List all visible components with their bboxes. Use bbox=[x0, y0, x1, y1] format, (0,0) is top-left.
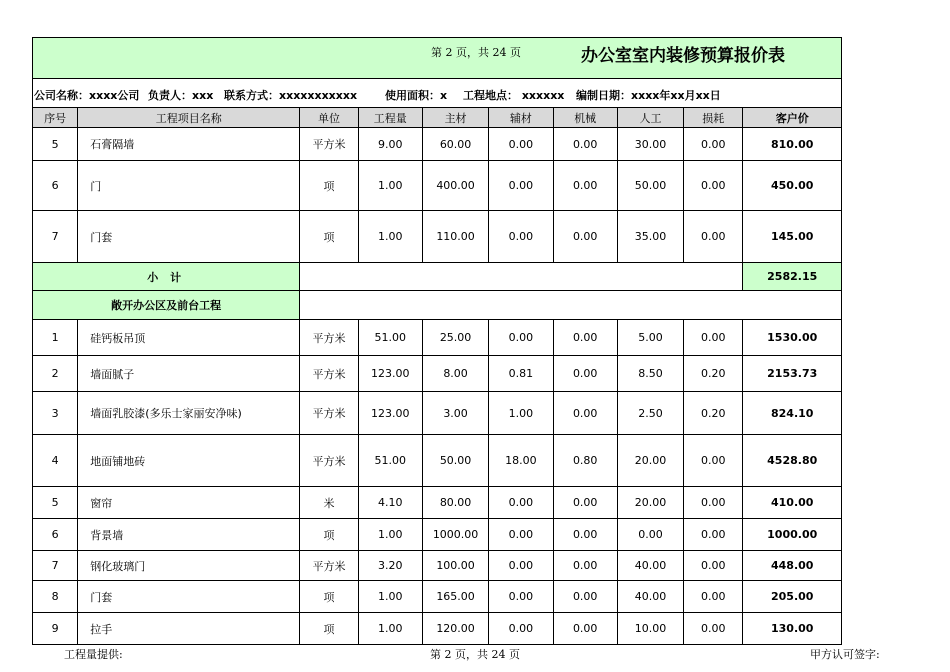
cell-loss: 0.00 bbox=[684, 435, 743, 487]
quotation-sheet bbox=[32, 37, 842, 645]
subtotal-label: 小 计 bbox=[33, 263, 300, 291]
cell-name: 地面铺地砖 bbox=[78, 435, 300, 487]
column-header: 工程量 bbox=[358, 108, 422, 128]
cell-price: 1000.00 bbox=[743, 519, 842, 551]
cell-unit: 平方米 bbox=[300, 128, 358, 161]
cell-main: 80.00 bbox=[422, 487, 488, 519]
page-title: 办公室室内装修预算报价表 bbox=[581, 46, 785, 66]
cell-labor: 30.00 bbox=[617, 128, 683, 161]
cell-unit: 平方米 bbox=[300, 392, 358, 435]
cell-aux: 0.00 bbox=[489, 487, 553, 519]
cell-price: 205.00 bbox=[743, 581, 842, 613]
quotation-table bbox=[32, 37, 842, 645]
project-info-line bbox=[33, 79, 842, 108]
column-header: 单位 bbox=[300, 108, 358, 128]
cell-labor: 40.00 bbox=[617, 551, 683, 581]
cell-price: 824.10 bbox=[743, 392, 842, 435]
table-row bbox=[33, 128, 842, 161]
cell-aux: 0.00 bbox=[489, 320, 553, 356]
cell-labor: 20.00 bbox=[617, 487, 683, 519]
cell-main: 25.00 bbox=[422, 320, 488, 356]
cell-loss: 0.20 bbox=[684, 356, 743, 392]
cell-qty: 1.00 bbox=[358, 211, 422, 263]
cell-labor: 0.00 bbox=[617, 519, 683, 551]
cell-unit: 平方米 bbox=[300, 320, 358, 356]
subtotal-value: 2582.15 bbox=[743, 263, 842, 291]
cell-unit: 项 bbox=[300, 161, 358, 211]
footer-signature: 甲方认可签字: bbox=[810, 648, 880, 661]
table-row bbox=[33, 519, 842, 551]
cell-name: 墙面腻子 bbox=[78, 356, 300, 392]
cell-main: 3.00 bbox=[422, 392, 488, 435]
cell-main: 100.00 bbox=[422, 551, 488, 581]
cell-unit: 平方米 bbox=[300, 551, 358, 581]
cell-unit: 项 bbox=[300, 613, 358, 645]
cell-no: 7 bbox=[33, 211, 78, 263]
table-row bbox=[33, 161, 842, 211]
cell-no: 5 bbox=[33, 487, 78, 519]
cell-unit: 项 bbox=[300, 519, 358, 551]
cell-name: 窗帘 bbox=[78, 487, 300, 519]
column-header-row bbox=[33, 108, 842, 128]
cell-no: 6 bbox=[33, 161, 78, 211]
cell-aux: 0.00 bbox=[489, 581, 553, 613]
cell-aux: 0.00 bbox=[489, 519, 553, 551]
cell-no: 9 bbox=[33, 613, 78, 645]
cell-aux: 1.00 bbox=[489, 392, 553, 435]
cell-unit: 平方米 bbox=[300, 435, 358, 487]
cell-qty: 1.00 bbox=[358, 581, 422, 613]
table-row bbox=[33, 613, 842, 645]
title-banner bbox=[33, 38, 842, 79]
cell-qty: 51.00 bbox=[358, 320, 422, 356]
cell-name: 背景墙 bbox=[78, 519, 300, 551]
cell-mech: 0.00 bbox=[553, 487, 617, 519]
cell-labor: 50.00 bbox=[617, 161, 683, 211]
cell-no: 2 bbox=[33, 356, 78, 392]
cell-price: 448.00 bbox=[743, 551, 842, 581]
table-row bbox=[33, 392, 842, 435]
cell-aux: 0.00 bbox=[489, 551, 553, 581]
table-row bbox=[33, 320, 842, 356]
table-row bbox=[33, 211, 842, 263]
compile-date: 编制日期：xxxx年xx月xx日 bbox=[576, 89, 721, 102]
section-blank bbox=[300, 291, 842, 320]
cell-no: 6 bbox=[33, 519, 78, 551]
cell-name: 硅钙板吊顶 bbox=[78, 320, 300, 356]
cell-mech: 0.00 bbox=[553, 128, 617, 161]
subtotal-blank bbox=[300, 263, 743, 291]
cell-qty: 1.00 bbox=[358, 161, 422, 211]
subtotal-row bbox=[33, 263, 842, 291]
cell-labor: 40.00 bbox=[617, 581, 683, 613]
cell-qty: 4.10 bbox=[358, 487, 422, 519]
column-header: 工程项目名称 bbox=[78, 108, 300, 128]
cell-price: 1530.00 bbox=[743, 320, 842, 356]
column-header: 辅材 bbox=[489, 108, 553, 128]
cell-no: 8 bbox=[33, 581, 78, 613]
column-header: 损耗 bbox=[684, 108, 743, 128]
cell-mech: 0.00 bbox=[553, 320, 617, 356]
cell-aux: 0.00 bbox=[489, 613, 553, 645]
cell-main: 165.00 bbox=[422, 581, 488, 613]
cell-price: 2153.73 bbox=[743, 356, 842, 392]
cell-no: 4 bbox=[33, 435, 78, 487]
cell-mech: 0.00 bbox=[553, 392, 617, 435]
usage-area: 使用面积：x bbox=[385, 89, 448, 102]
cell-price: 450.00 bbox=[743, 161, 842, 211]
cell-name: 拉手 bbox=[78, 613, 300, 645]
cell-no: 7 bbox=[33, 551, 78, 581]
cell-unit: 米 bbox=[300, 487, 358, 519]
cell-qty: 1.00 bbox=[358, 613, 422, 645]
column-header: 序号 bbox=[33, 108, 78, 128]
cell-main: 1000.00 bbox=[422, 519, 488, 551]
cell-qty: 9.00 bbox=[358, 128, 422, 161]
cell-price: 130.00 bbox=[743, 613, 842, 645]
cell-mech: 0.00 bbox=[553, 613, 617, 645]
table-row bbox=[33, 356, 842, 392]
cell-aux: 0.81 bbox=[489, 356, 553, 392]
column-header: 客户价 bbox=[743, 108, 842, 128]
cell-price: 4528.80 bbox=[743, 435, 842, 487]
cell-loss: 0.00 bbox=[684, 519, 743, 551]
cell-labor: 8.50 bbox=[617, 356, 683, 392]
cell-loss: 0.00 bbox=[684, 487, 743, 519]
cell-loss: 0.00 bbox=[684, 211, 743, 263]
cell-mech: 0.00 bbox=[553, 211, 617, 263]
cell-aux: 0.00 bbox=[489, 211, 553, 263]
table-row bbox=[33, 435, 842, 487]
cell-name: 门 bbox=[78, 161, 300, 211]
cell-mech: 0.00 bbox=[553, 519, 617, 551]
cell-price: 410.00 bbox=[743, 487, 842, 519]
cell-no: 5 bbox=[33, 128, 78, 161]
cell-mech: 0.00 bbox=[553, 356, 617, 392]
manager-name: 负责人：xxx bbox=[148, 89, 214, 102]
cell-main: 8.00 bbox=[422, 356, 488, 392]
cell-qty: 123.00 bbox=[358, 392, 422, 435]
footer-quantity-provider: 工程量提供: bbox=[64, 648, 123, 661]
cell-aux: 0.00 bbox=[489, 161, 553, 211]
cell-qty: 3.20 bbox=[358, 551, 422, 581]
cell-loss: 0.00 bbox=[684, 551, 743, 581]
cell-aux: 0.00 bbox=[489, 128, 553, 161]
cell-loss: 0.00 bbox=[684, 581, 743, 613]
cell-loss: 0.20 bbox=[684, 392, 743, 435]
cell-qty: 51.00 bbox=[358, 435, 422, 487]
cell-loss: 0.00 bbox=[684, 613, 743, 645]
cell-labor: 35.00 bbox=[617, 211, 683, 263]
cell-mech: 0.00 bbox=[553, 551, 617, 581]
column-header: 人工 bbox=[617, 108, 683, 128]
cell-name: 门套 bbox=[78, 211, 300, 263]
table-row bbox=[33, 551, 842, 581]
cell-labor: 10.00 bbox=[617, 613, 683, 645]
column-header: 主材 bbox=[422, 108, 488, 128]
section-header-row bbox=[33, 291, 842, 320]
cell-mech: 0.00 bbox=[553, 161, 617, 211]
cell-loss: 0.00 bbox=[684, 161, 743, 211]
cell-mech: 0.80 bbox=[553, 435, 617, 487]
footer-page-indicator: 第 2 页，共 24 页 bbox=[430, 648, 520, 661]
cell-main: 50.00 bbox=[422, 435, 488, 487]
cell-name: 门套 bbox=[78, 581, 300, 613]
cell-price: 810.00 bbox=[743, 128, 842, 161]
cell-unit: 项 bbox=[300, 581, 358, 613]
column-header: 机械 bbox=[553, 108, 617, 128]
cell-mech: 0.00 bbox=[553, 581, 617, 613]
cell-labor: 2.50 bbox=[617, 392, 683, 435]
cell-main: 110.00 bbox=[422, 211, 488, 263]
cell-labor: 5.00 bbox=[617, 320, 683, 356]
cell-loss: 0.00 bbox=[684, 320, 743, 356]
section-title: 敞开办公区及前台工程 bbox=[33, 291, 300, 320]
cell-no: 3 bbox=[33, 392, 78, 435]
cell-main: 120.00 bbox=[422, 613, 488, 645]
cell-qty: 123.00 bbox=[358, 356, 422, 392]
cell-loss: 0.00 bbox=[684, 128, 743, 161]
cell-unit: 平方米 bbox=[300, 356, 358, 392]
cell-unit: 项 bbox=[300, 211, 358, 263]
cell-aux: 18.00 bbox=[489, 435, 553, 487]
page-indicator: 第 2 页，共 24 页 bbox=[431, 46, 521, 59]
cell-labor: 20.00 bbox=[617, 435, 683, 487]
cell-qty: 1.00 bbox=[358, 519, 422, 551]
cell-main: 400.00 bbox=[422, 161, 488, 211]
cell-price: 145.00 bbox=[743, 211, 842, 263]
cell-name: 石膏隔墙 bbox=[78, 128, 300, 161]
project-location: 工程地点： xxxxxx bbox=[463, 89, 565, 102]
table-row bbox=[33, 487, 842, 519]
cell-main: 60.00 bbox=[422, 128, 488, 161]
cell-name: 墙面乳胶漆(多乐士家丽安净味) bbox=[78, 392, 300, 435]
cell-name: 钢化玻璃门 bbox=[78, 551, 300, 581]
company-name: 公司名称：xxxx公司 bbox=[34, 89, 140, 102]
table-row bbox=[33, 581, 842, 613]
cell-no: 1 bbox=[33, 320, 78, 356]
contact-info: 联系方式：xxxxxxxxxxx bbox=[224, 89, 358, 102]
